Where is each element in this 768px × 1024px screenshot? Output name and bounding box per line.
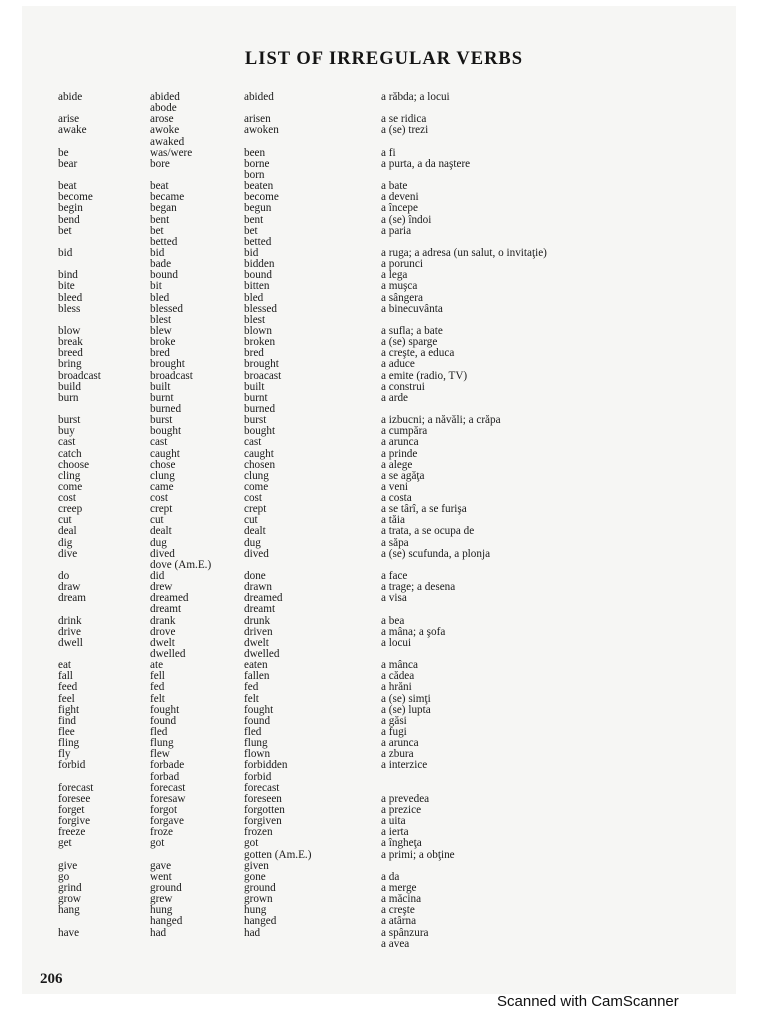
verb-cell: foreseen	[244, 792, 282, 805]
verb-cell: a avea	[381, 937, 410, 950]
verb-cell: a face	[381, 570, 408, 583]
verb-cell: a bate	[381, 180, 408, 193]
verb-cell: arose	[150, 113, 174, 126]
verb-cell: drawn	[244, 581, 272, 594]
verb-cell: flee	[58, 726, 75, 739]
verb-cell: bled	[244, 291, 264, 304]
verb-cell: bitten	[244, 280, 270, 293]
verb-cell: cost	[58, 492, 77, 505]
verb-cell: freeze	[58, 826, 86, 839]
verb-cell: do	[58, 570, 70, 583]
verb-cell: fed	[244, 681, 259, 694]
verb-cell: creep	[58, 503, 83, 516]
column-past-simple	[150, 92, 211, 950]
verb-cell: caught	[150, 447, 180, 460]
verb-cell: blew	[150, 324, 172, 337]
verb-cell	[58, 916, 101, 927]
verb-cell: burned	[150, 402, 182, 415]
verb-cell: bent	[244, 213, 264, 226]
verb-cell: bring	[58, 358, 82, 371]
verb-cell: a interzice	[381, 759, 428, 772]
verb-cell: abode	[150, 102, 177, 115]
verb-cell: blessed	[244, 302, 277, 315]
verb-cell	[58, 604, 101, 615]
verb-cell: a paria	[381, 224, 412, 237]
verb-cell: a zbura	[381, 748, 414, 761]
verb-cell: came	[150, 480, 174, 493]
verb-cell: arise	[58, 113, 80, 126]
verb-cell: foresaw	[150, 792, 186, 805]
verb-cell: found	[150, 714, 177, 727]
verb-cell: bought	[244, 425, 276, 438]
verb-cell: a creşte, a educa	[381, 347, 455, 360]
verb-cell: built	[244, 380, 265, 393]
verb-cell: a arunca	[381, 737, 419, 750]
verb-cell: a răbda; a locui	[381, 91, 450, 103]
verb-cell: flown	[244, 748, 271, 761]
verb-cell: cut	[244, 514, 258, 527]
verb-cell: got	[244, 837, 259, 850]
verb-cell: a (se) simţi	[381, 692, 431, 705]
verb-cell: give	[58, 859, 78, 872]
verb-cell: abide	[58, 91, 83, 103]
verb-cell: dig	[58, 536, 73, 549]
verb-cell: begun	[244, 202, 272, 215]
verb-cell: forecast	[244, 781, 280, 794]
verb-cell: break	[58, 336, 83, 349]
verb-cell: fled	[150, 726, 168, 739]
verb-cell: betted	[150, 235, 178, 248]
verb-cell: bound	[150, 269, 178, 282]
verb-cell: bled	[150, 291, 170, 304]
column-translation	[381, 92, 547, 950]
verb-cell: forget	[58, 804, 85, 816]
verb-cell: bent	[150, 213, 170, 226]
verb-cell	[381, 861, 547, 872]
verb-cell: dove (Am.E.)	[150, 558, 212, 571]
verb-cell: blown	[244, 324, 272, 337]
verb-cell: cast	[244, 436, 262, 449]
verb-cell: crept	[150, 503, 173, 516]
verb-cell: a prezice	[381, 804, 422, 816]
verb-cell: a prinde	[381, 447, 418, 460]
verb-cell: dwelt	[244, 636, 269, 649]
verb-cell: a săpa	[381, 536, 409, 549]
verb-cell: a sufla; a bate	[381, 324, 443, 337]
verb-cell: dive	[58, 547, 78, 560]
verb-cell: beat	[150, 180, 169, 193]
verb-cell: a arde	[381, 391, 409, 404]
verb-cell: dug	[244, 536, 261, 549]
verb-cell: forgot	[150, 804, 178, 816]
verb-cell: bleed	[58, 291, 83, 304]
verb-cell: a atârna	[381, 915, 417, 928]
verb-cell: a găsi	[381, 714, 407, 727]
verb-cell: ate	[150, 659, 164, 672]
verb-cell	[381, 772, 547, 783]
verb-cell: blessed	[150, 302, 183, 315]
verb-cell: dreamt	[244, 603, 276, 616]
verb-cell: fought	[150, 703, 180, 716]
verb-cell: bid	[150, 246, 165, 259]
verb-cell: was/were	[150, 146, 193, 159]
verb-cell: drove	[150, 625, 176, 638]
verb-cell: a arunca	[381, 436, 419, 449]
verb-cell: burnt	[244, 391, 268, 404]
verb-cell: a purta, a da naştere	[381, 157, 471, 170]
verb-cell: a construi	[381, 380, 425, 393]
verb-cell: awake	[58, 124, 87, 137]
verb-cell: blest	[150, 313, 172, 326]
verb-cell: breed	[58, 347, 83, 360]
verb-cell: hung	[244, 904, 267, 917]
verb-cell: burnt	[150, 391, 174, 404]
verb-cell: draw	[58, 581, 81, 594]
verb-cell: broken	[244, 336, 276, 349]
verb-cell: bear	[58, 157, 78, 170]
verb-cell: cut	[58, 514, 72, 527]
verb-cell: a (se) îndoi	[381, 213, 432, 226]
verb-cell: a (se) scufunda, a plonja	[381, 547, 491, 560]
verb-cell: burst	[244, 414, 267, 427]
verb-cell: a binecuvânta	[381, 302, 443, 315]
verb-cell: found	[244, 714, 271, 727]
verb-cell: cost	[244, 492, 263, 505]
verb-cell: been	[244, 146, 266, 159]
verb-cell: catch	[58, 447, 82, 460]
verb-cell: gone	[244, 870, 266, 883]
verb-cell: dealt	[244, 525, 266, 538]
verb-cell: cut	[150, 514, 164, 527]
column-past-participle	[244, 92, 311, 950]
verb-cell: had	[150, 926, 167, 939]
verb-cell: a sângera	[381, 291, 423, 304]
verb-cell: be	[58, 146, 69, 159]
verb-cell: a veni	[381, 480, 409, 493]
verb-cell: a ruga; a adresa (un salut, o invitaţie)	[381, 246, 547, 259]
verb-cell: forbid	[58, 759, 86, 772]
verb-cell: a primi; a obţine	[381, 848, 455, 861]
verb-cell: bred	[150, 347, 170, 360]
verb-cell: dug	[150, 536, 167, 549]
verb-cell: cost	[150, 492, 169, 505]
verb-cell: chosen	[244, 458, 276, 471]
verb-cell: a măcina	[381, 893, 422, 906]
verb-cell: drink	[58, 614, 82, 627]
verb-cell: foresee	[58, 792, 91, 805]
verb-cell: burned	[244, 402, 276, 415]
verb-cell: build	[58, 380, 81, 393]
verb-cell: become	[58, 191, 93, 204]
verb-cell: broke	[150, 336, 176, 349]
verb-cell: a (se) lupta	[381, 703, 431, 716]
verb-cell	[58, 939, 101, 950]
verb-cell: a merge	[381, 881, 417, 894]
verb-cell: cast	[58, 436, 76, 449]
verb-cell: a alege	[381, 458, 413, 471]
verb-cell: a da	[381, 870, 400, 883]
verb-cell: fight	[58, 703, 80, 716]
verb-cell: bid	[58, 246, 73, 259]
verb-cell: flung	[244, 737, 268, 750]
verb-cell: cast	[150, 436, 168, 449]
verb-cell: cling	[58, 469, 81, 482]
verb-cell: hanged	[244, 915, 277, 928]
verb-cell: flung	[150, 737, 174, 750]
verb-cell: hanged	[150, 915, 183, 928]
verb-cell: a muşca	[381, 280, 418, 293]
verb-cell: given	[244, 859, 269, 872]
verb-cell: bet	[58, 224, 72, 237]
verb-cell: choose	[58, 458, 90, 471]
page-title: LIST OF IRREGULAR VERBS	[244, 49, 524, 69]
verb-cell: bless	[58, 302, 81, 315]
verb-cell: bade	[150, 258, 172, 271]
verb-cell: dived	[150, 547, 175, 560]
verb-cell	[381, 137, 547, 148]
verb-cell	[244, 939, 311, 950]
verb-cell: a creşte	[381, 904, 415, 917]
verb-cell: bet	[244, 224, 258, 237]
verb-cell: deal	[58, 525, 77, 538]
verb-cell: have	[58, 926, 80, 939]
verb-cell: burn	[58, 391, 79, 404]
scanned-page	[22, 6, 736, 994]
verb-cell: ground	[150, 881, 182, 894]
verb-cell: forgiven	[244, 815, 282, 828]
verb-cell: awaked	[150, 135, 185, 148]
verb-cell: abided	[150, 91, 180, 103]
verb-cell: began	[150, 202, 177, 215]
verb-cell: clung	[150, 469, 175, 482]
verb-cell: a se târî, a se furişa	[381, 503, 467, 516]
verb-cell: drunk	[244, 614, 271, 627]
page-number: 206	[40, 971, 63, 987]
verb-cell: a (se) sparge	[381, 336, 438, 349]
verb-cell: ground	[244, 881, 276, 894]
verb-cell: feed	[58, 681, 78, 694]
verb-cell: caught	[244, 447, 274, 460]
verb-cell: forgotten	[244, 804, 285, 816]
verb-cell: drew	[150, 581, 173, 594]
verb-cell: forbid	[244, 770, 272, 783]
verb-cell: buy	[58, 425, 75, 438]
verb-cell: a fi	[381, 146, 396, 159]
verb-cell: fed	[150, 681, 165, 694]
verb-cell: got	[150, 837, 165, 850]
verb-cell: broadcast	[150, 369, 193, 382]
verb-cell: a tăia	[381, 514, 405, 527]
verb-cell: felt	[150, 692, 165, 705]
verb-cell: a uita	[381, 815, 406, 828]
verb-cell: a cădea	[381, 670, 415, 683]
verb-cell: a prevedea	[381, 792, 430, 805]
verb-cell: burst	[58, 414, 81, 427]
verb-cell: bend	[58, 213, 80, 226]
verb-cell: a mâna; a şofa	[381, 625, 446, 638]
verb-cell: fallen	[244, 670, 270, 683]
verb-cell: dived	[244, 547, 269, 560]
verb-cell: bred	[244, 347, 264, 360]
verb-cell: forgave	[150, 815, 184, 828]
verb-cell: dwell	[58, 636, 83, 649]
verb-cell: a ierta	[381, 826, 409, 839]
verb-cell: a locui	[381, 636, 412, 649]
scanner-watermark: Scanned with CamScanner	[497, 993, 679, 1010]
verb-cell: frozen	[244, 826, 273, 839]
verb-cell: a se agăţa	[381, 469, 425, 482]
verb-cell: forbade	[150, 759, 185, 772]
verb-cell: crept	[244, 503, 267, 516]
verb-cell: blest	[244, 313, 266, 326]
verb-cell: bound	[244, 269, 272, 282]
verb-cell	[150, 939, 211, 950]
verb-cell: a hrăni	[381, 681, 412, 694]
verb-cell: dreamt	[150, 603, 182, 616]
verb-cell: felt	[244, 692, 259, 705]
verb-cell: chose	[150, 458, 176, 471]
verb-cell: dealt	[150, 525, 172, 538]
verb-cell: bet	[150, 224, 164, 237]
verb-cell: drive	[58, 625, 81, 638]
verb-cell: hang	[58, 904, 80, 917]
verb-cell: dream	[58, 592, 86, 605]
verb-cell: forbad	[150, 770, 180, 783]
verb-cell: grew	[150, 893, 173, 906]
verb-cell: bite	[58, 280, 75, 293]
verb-cell: bidden	[244, 258, 275, 271]
verb-cell: beaten	[244, 180, 274, 193]
verb-cell: get	[58, 837, 72, 850]
verb-cell: a începe	[381, 202, 418, 215]
verb-cell: eaten	[244, 659, 268, 672]
verb-cell: a izbucni; a năvăli; a crăpa	[381, 414, 501, 427]
verb-cell: drank	[150, 614, 176, 627]
verb-cell: abided	[244, 91, 274, 103]
verb-cell: a deveni	[381, 191, 419, 204]
verb-cell: a cumpăra	[381, 425, 428, 438]
verb-cell: arisen	[244, 113, 271, 126]
verb-cell: a spânzura	[381, 926, 429, 939]
verb-cell: broacast	[244, 369, 282, 382]
verb-cell: bore	[150, 157, 170, 170]
verb-cell: beat	[58, 180, 77, 193]
verb-cell: gotten (Am.E.)	[244, 848, 312, 861]
verb-cell: driven	[244, 625, 273, 638]
verb-cell: a visa	[381, 592, 407, 605]
verb-cell: fell	[150, 670, 165, 683]
verb-cell: a trata, a se ocupa de	[381, 525, 475, 538]
verb-cell: a lega	[381, 269, 408, 282]
verb-cell: bid	[244, 246, 259, 259]
verb-cell: built	[150, 380, 171, 393]
verb-cell: a se ridica	[381, 113, 427, 126]
verb-cell: a emite (radio, TV)	[381, 369, 468, 382]
verb-cell: became	[150, 191, 185, 204]
verb-cell: fled	[244, 726, 262, 739]
verb-cell: went	[150, 870, 172, 883]
verb-cell: a (se) trezi	[381, 124, 429, 137]
verb-cell: forbidden	[244, 759, 288, 772]
verb-cell: feel	[58, 692, 75, 705]
verb-cell: fling	[58, 737, 80, 750]
verb-cell: done	[244, 570, 266, 583]
verb-cell: did	[150, 570, 165, 583]
verb-cell: a mânca	[381, 659, 418, 672]
verb-cell: forgive	[58, 815, 91, 828]
verb-cell: come	[244, 480, 269, 493]
verb-cell: a îngheţa	[381, 837, 422, 850]
verb-cell: hung	[150, 904, 173, 917]
verb-cell: broadcast	[58, 369, 101, 382]
verb-cell: a aduce	[381, 358, 415, 371]
verb-cell: dreamed	[150, 592, 189, 605]
verb-cell: gave	[150, 859, 172, 872]
verb-cell: bought	[150, 425, 182, 438]
verb-cell: awoke	[150, 124, 180, 137]
verb-cell: fall	[58, 670, 73, 683]
verb-cell: betted	[244, 235, 272, 248]
verb-cell: fly	[58, 748, 71, 761]
verb-cell: blow	[58, 324, 81, 337]
verb-cell: become	[244, 191, 279, 204]
verb-cell: fought	[244, 703, 274, 716]
verb-cell: eat	[58, 659, 72, 672]
verb-cell: a fugi	[381, 726, 407, 739]
verb-cell	[381, 604, 547, 615]
verb-cell: go	[58, 870, 70, 883]
verb-cell: dwelled	[150, 648, 186, 661]
verb-cell: brought	[150, 358, 185, 371]
verb-cell: forecast	[150, 781, 186, 794]
verb-cell: brought	[244, 358, 279, 371]
verb-cell: dwelt	[150, 636, 175, 649]
verb-cell: froze	[150, 826, 173, 839]
verb-cell: dwelled	[244, 648, 280, 661]
verb-cell: begin	[58, 202, 83, 215]
verb-cell: grind	[58, 881, 82, 894]
verb-cell: grow	[58, 893, 81, 906]
verb-cell: come	[58, 480, 83, 493]
verb-cell: a bea	[381, 614, 405, 627]
verb-cell: bind	[58, 269, 78, 282]
verb-cell: born	[244, 168, 265, 181]
verb-cell: flew	[150, 748, 170, 761]
verb-cell: a costa	[381, 492, 412, 505]
column-infinitive	[58, 92, 101, 950]
verb-cell: burst	[150, 414, 173, 427]
verb-cell: borne	[244, 157, 270, 170]
verb-cell: a trage; a desena	[381, 581, 456, 594]
verb-cell: dreamed	[244, 592, 283, 605]
verb-cell: forecast	[58, 781, 94, 794]
verb-cell: find	[58, 714, 77, 727]
verb-cell: had	[244, 926, 261, 939]
verb-cell: awoken	[244, 124, 279, 137]
verb-cell: a porunci	[381, 258, 423, 271]
verb-cell: clung	[244, 469, 269, 482]
verb-cell: grown	[244, 893, 273, 906]
verb-cell: bit	[150, 280, 162, 293]
